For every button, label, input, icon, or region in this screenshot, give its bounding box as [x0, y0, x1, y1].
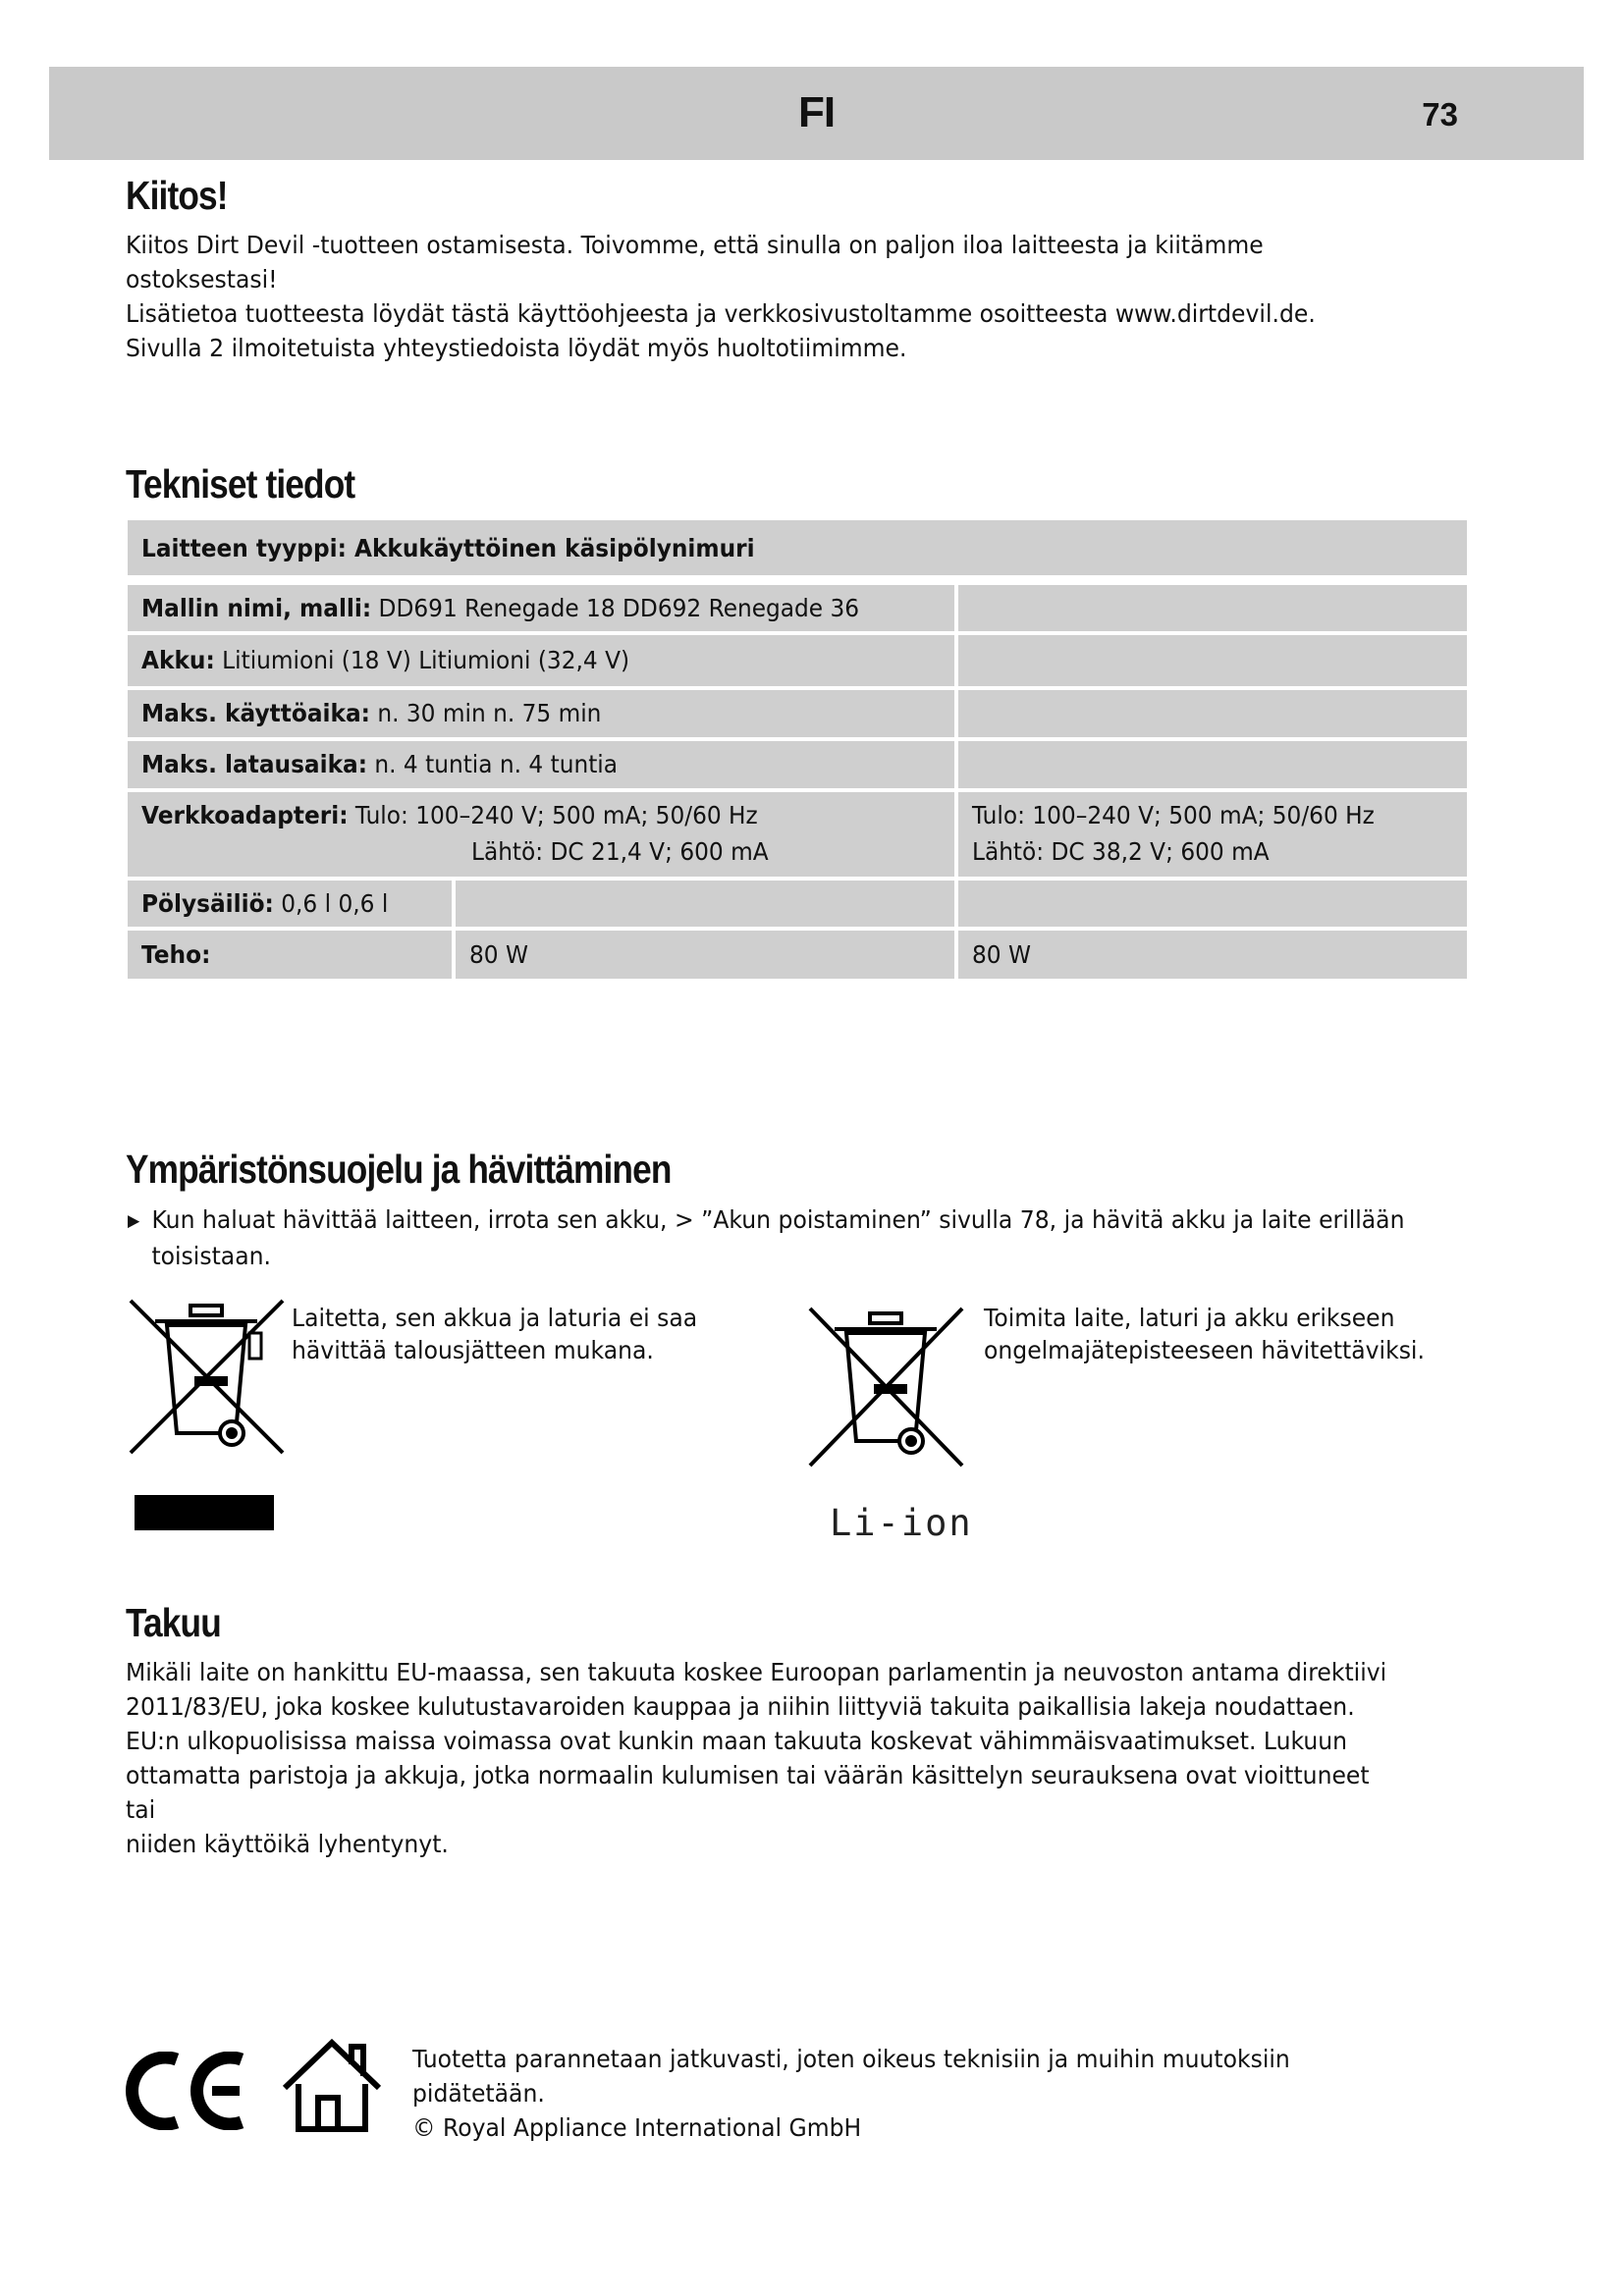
bin2-line: Toimita laite, laturi ja akku erikseen — [984, 1304, 1395, 1332]
spec-label: Maks. latausaika: — [141, 750, 368, 778]
spec-row-battery — [128, 635, 1467, 686]
specs-table — [128, 520, 1467, 983]
spec-row-model — [128, 585, 1467, 631]
adapter-output-2: Lähtö: DC 38,2 V; 600 mA — [972, 837, 1270, 866]
adapter-output-1: Lähtö: DC 21,4 V; 600 mA — [471, 837, 769, 866]
device-type-label: Laitteen tyyppi: Akkukäyttöinen käsipölynimuri — [141, 534, 755, 562]
disposal-instruction — [128, 1202, 1420, 1274]
spec-row-power — [128, 931, 1467, 979]
page-number: 73 — [1422, 96, 1458, 133]
copyright: © Royal Appliance International GmbH — [412, 2113, 862, 2142]
spec-value: Litiumioni (18 V) Litiumioni (32,4 V) — [214, 646, 630, 674]
spec-label: Verkkoadapteri: — [141, 801, 349, 829]
spec-row-runtime — [128, 690, 1467, 737]
spec-value: n. 4 tuntia n. 4 tuntia — [367, 750, 619, 778]
warranty-paragraph — [126, 1655, 1399, 1861]
page-header — [49, 67, 1584, 160]
warranty-line: Mikäli laite on hankittu EU-maassa, sen takuuta koskee Euroopan parlamentin ja neuvoston antama direktiivi — [126, 1658, 1387, 1686]
thanks-line: Kiitos Dirt Devil -tuotteen ostamisesta. Toivomme, että sinulla on paljon iloa laitteesta ja kiitämme — [126, 231, 1264, 259]
footer-line: Tuotetta parannetaan jatkuvasti, joten oikeus teknisiin ja muihin muutoksiin — [412, 2045, 1290, 2073]
spec-row-adapter — [128, 792, 1467, 877]
spec-value: 0,6 l 0,6 l — [273, 889, 389, 918]
ce-mark-icon — [126, 2052, 253, 2130]
warranty-heading: Takuu — [126, 1600, 221, 1645]
spec-label: Maks. käyttöaika: — [141, 699, 370, 727]
spec-row-charging-time — [128, 741, 1467, 788]
language-code: FI — [797, 88, 836, 136]
warranty-line: 2011/83/EU, joka koskee kulutustavaroiden kauppaa ja niihin liittyviä takuita paikallisia lakeja noudattaen. — [126, 1692, 1355, 1721]
warranty-line: EU:n ulkopuolisissa maissa voimassa ovat kunkin maan takuuta koskevat vähimmäisvaatimukset. Lukuun — [126, 1727, 1348, 1755]
thanks-paragraph — [126, 228, 1399, 365]
spec-label: Teho: — [141, 940, 211, 969]
power-value-2: 80 W — [972, 940, 1031, 969]
spec-label: Akku: — [141, 646, 215, 674]
spec-row-dust-container — [128, 881, 1467, 927]
thanks-line: ostoksestasi! — [126, 265, 278, 294]
thanks-line: Lisätietoa tuotteesta löydät tästä käyttöohjeesta ja verkkosivustoltamme osoitteesta www.dirtdevil.de. — [126, 299, 1316, 328]
spec-value: DD691 Renegade 18 DD692 Renegade 36 — [371, 594, 860, 622]
indoor-use-house-icon — [279, 2037, 385, 2135]
power-value-1: 80 W — [469, 940, 528, 969]
bin1-line: Laitetta, sen akkua ja laturia ei saa — [292, 1304, 698, 1332]
environment-heading: Ympäristönsuojelu ja hävittäminen — [126, 1147, 672, 1192]
crossed-bin-icon — [126, 1296, 288, 1465]
adapter-input-1: Tulo: 100–240 V; 500 mA; 50/60 Hz — [348, 801, 758, 829]
footer-notice — [412, 2042, 1335, 2145]
specs-heading: Tekniset tiedot — [126, 461, 355, 507]
li-ion-label: Li-ion — [830, 1502, 973, 1544]
thanks-heading: Kiitos! — [126, 173, 228, 218]
spec-value: n. 30 min n. 75 min — [369, 699, 602, 727]
disposal-line: toisistaan. — [151, 1242, 271, 1270]
spec-row-device-type — [128, 520, 1467, 575]
warranty-line: ottamatta paristoja ja akkuja, jotka normaalin kulumisen tai väärän käsittelyn seurauksena ovat vioittuneet tai — [126, 1761, 1370, 1824]
crossed-bin-icon — [805, 1304, 967, 1472]
thanks-line: Sivulla 2 ilmoitetuista yhteystiedoista löydät myös huoltotiimimme. — [126, 334, 907, 362]
bin2-caption — [984, 1302, 1425, 1366]
disposal-line: Kun haluat hävittää laitteen, irrota sen akku, > ”Akun poistaminen” sivulla 78, ja hävitä akku ja laite erillään — [151, 1205, 1405, 1234]
spec-label: Mallin nimi, malli: — [141, 594, 372, 622]
warranty-line: niiden käyttöikä lyhentynyt. — [126, 1830, 449, 1858]
adapter-input-2: Tulo: 100–240 V; 500 mA; 50/60 Hz — [972, 801, 1375, 829]
bin2-line: ongelmajätepisteeseen hävitettäviksi. — [984, 1336, 1425, 1364]
footer-line: pidätetään. — [412, 2079, 545, 2108]
bin1-line: hävittää talousjätteen mukana. — [292, 1336, 654, 1364]
bullet-triangle-icon: ▶ — [128, 1211, 140, 1231]
spec-label: Pölysäiliö: — [141, 889, 274, 918]
bin1-caption — [292, 1302, 697, 1366]
separate-collection-bar — [135, 1495, 274, 1530]
